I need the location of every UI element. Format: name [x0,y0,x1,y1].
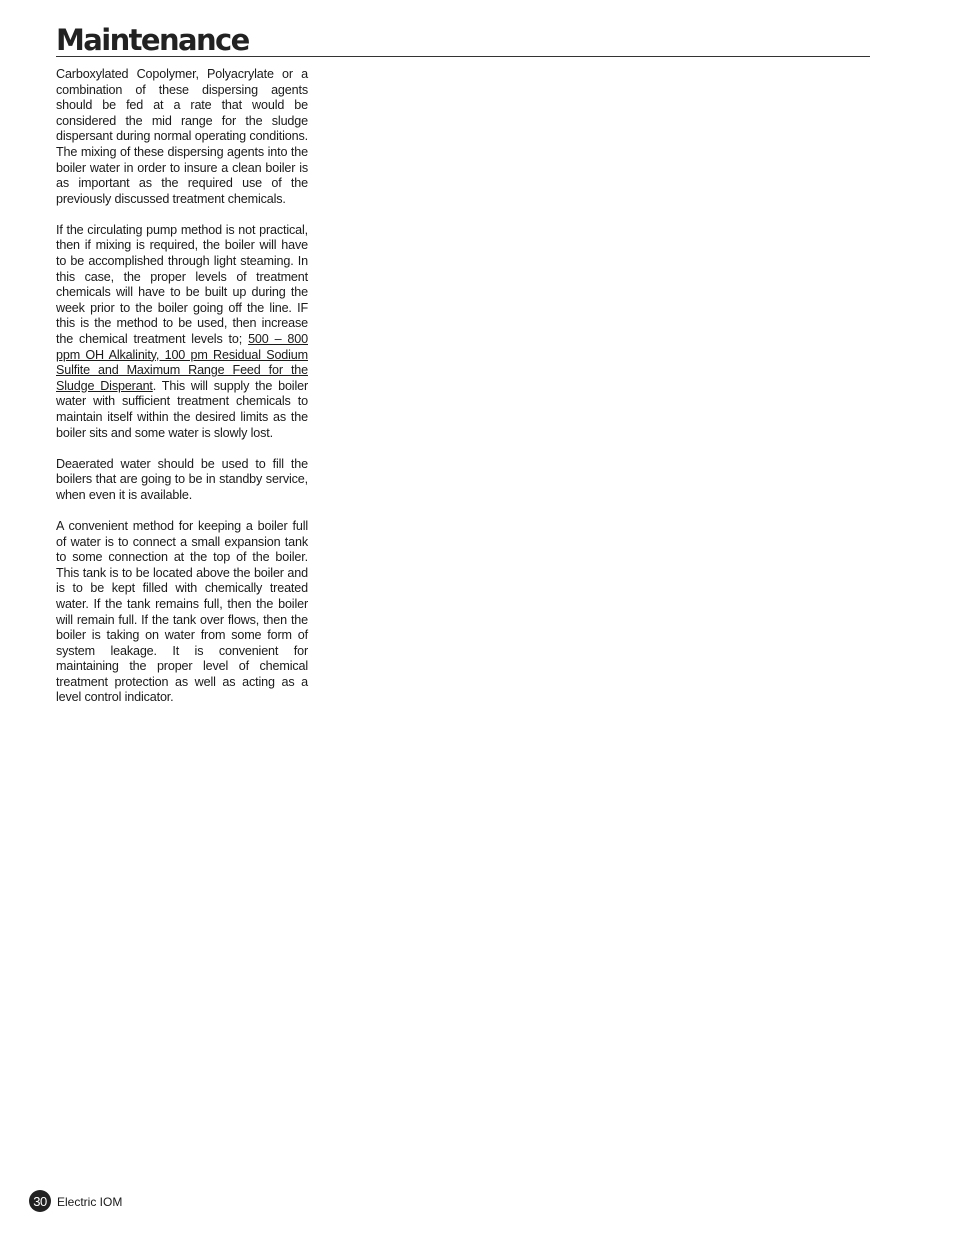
paragraph-light-steaming [56,223,308,441]
paragraph-light-steaming-text: If the circulating pump method is not practical, then if mixing is required, the boiler will have to be accomplished through light steaming. In this case, the proper levels of treatment chemicals will have to be built up during the week prior to the boiler going off the line. IF this is the method to be used, then increase the chemical treatment levels to; [56,222,308,346]
document-name: Electric IOM [57,1195,123,1209]
text-column [56,67,308,722]
paragraph-light-steaming-tail: . This will supply the boiler water with sufficient treatment chemicals to maintain itself within the desired limits as the boiler sits and some water is slowly lost. [56,378,308,440]
page-footer [29,1190,122,1212]
paragraph-deaerated-water: Deaerated water should be used to fill the boilers that are going to be in standby service, when even it is available. [56,456,308,502]
page-number-badge: 30 [29,1190,51,1212]
page-title: Maintenance [56,23,249,57]
title-divider [56,56,870,57]
treatment-levels-underlined: 500 – 800 ppm OH Alkalinity, 100 pm Residual Sodium Sulfite and Maximum Range Feed for the Sludge Disperant [56,332,308,393]
paragraph-dispersing-agents: Carboxylated Copolymer, Polyacrylate or a combination of these dispersing agents should be fed at a rate that would be considered the mid range for the sludge dispersant during normal operating conditions. The mixing of these dispersing agents into the boiler water in order to insure a clean boiler is as important as the required use of the previously discussed treatment chemicals. [56,67,308,206]
paragraph-expansion-tank: A convenient method for keeping a boiler full of water is to connect a small expansion tank to some connection at the top of the boiler. This tank is to be located above the boiler and is to be kept filled with chemically treated water. If the tank remains full, then the boiler will remain full. If the tank over flows, then the boiler is taking on water from some form of system leakage. It is convenient for maintaining the proper level of chemical treatment protection as well as acting as a level control indicator. [56,518,308,705]
